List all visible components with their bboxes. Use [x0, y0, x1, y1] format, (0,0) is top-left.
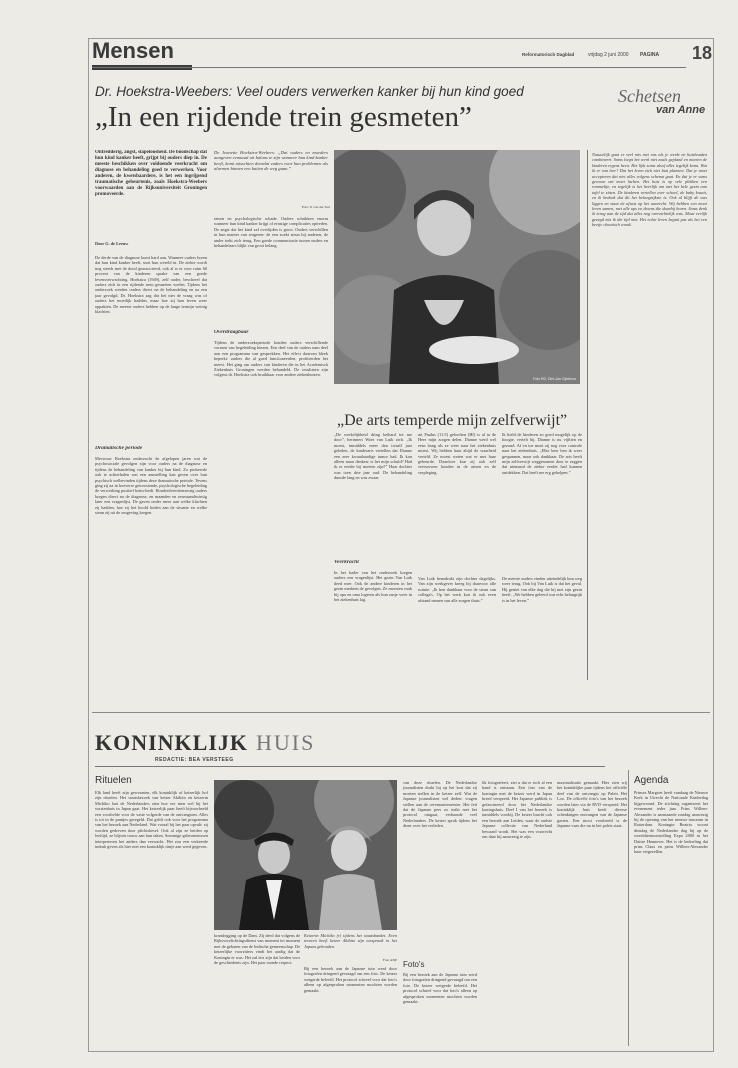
- column-title: Schetsen: [618, 86, 681, 106]
- main-body-col2: tatsen en psychologische schade. Ouders schrikken enorm wanneer hun kind kanker krijgt of ernstige complicaties optreden. De angst dat het kind zal overlijden is groot. Ouders verschillen in hun manier van reageren: de een zoekt steun bij anderen, de ander trekt zich terug. Een goede communicatie tussen ouders en behandelaars blijkt van groot belang.: [214, 216, 328, 249]
- main-photo-credit: Foto RD, Dirk-Jan Gjeltema: [533, 377, 576, 381]
- rituals-title: Rituelen: [95, 775, 132, 786]
- second-body-col3: Ik hield de kinderen zo goed mogelijk op de hoogte, vertelt hij. Dianne is nu vijftien en gezond. Af en toe moet zij nog voor controle naar het ziekenhuis. „Elke keer ben ik weer gespannen, maar ook dankbaar. De arts heeft mijn zelfverwijt weggenomen door te zeggen dat niemand de ziekte eerder had kunnen ontdekken. Dat heeft me erg geholpen.”: [502, 432, 582, 475]
- fotos-title: Foto's: [403, 960, 425, 969]
- section-separator: [92, 712, 710, 713]
- state-banquet-illustration: [214, 780, 397, 930]
- second-body-col1b: In het kader van het onderzoek kregen ouders een vragenlijst. Het gezin Van Luik deed mee. Ook de andere kinderen in het gezin merkten de gevolgen. Ze moesten vaak bij opa en oma logeren als hun zusje weer in het ziekenhuis lag.: [334, 570, 412, 603]
- column-divider: [587, 150, 588, 680]
- royal-col2b-body: Bij een bezoek aan de Japanse tuin werd door fotografen dringend gevraagd om een foto. De keizer weigerde beleefd. Het protocol schreef voor dat foto's alleen op afgesproken momenten mochten worden gemaakt.: [304, 966, 397, 993]
- second-headline: „De arts temperde mijn zelfverwijt”: [337, 412, 568, 429]
- agenda-divider: [628, 770, 629, 1046]
- main-body-col1b: Mevrouw Hoekstra onderzocht de afgelopen jaren wat de psychosociale gevolgen zijn voor ouders na de diagnose en tijdens de behandeling van kanker bij hun kind. Zo probeerde ook te achterhalen wat een aanstelling kan geven over hun psychisch welbevinden tijdens deze dramatische periode. Tevens ging zij na in hoeverre getroostende, psychologische begeleiding de verwerking positief beïnvloedt. Honderdveertienzestig ouders kregen direct na de diagnose, en maanden en zesmaandtwintig later een vragenlijst. De gaven onder meer aan welke klachten zij hadden, hoe zij het hoofd boden aan de situatie en welke steun zij uit de omgeving kregen.: [95, 456, 207, 516]
- main-kicker: Dr. Hoekstra-Weebers: Veel ouders verwerken kanker bij hun kind goed: [95, 84, 524, 99]
- main-photo: [334, 150, 580, 384]
- royal-editor: REDACTIE: BEA VERSTEEG: [155, 757, 234, 763]
- main-subhead-2: Overdraagbaar: [214, 330, 249, 335]
- main-byline: Door G. de Leeuw: [95, 241, 129, 246]
- main-headline: „In een rijdende trein gesmeten”: [95, 101, 472, 133]
- agenda-body: Prinses Margriet heeft vandaag de Nieuwe Kerk in Utrecht de Nationale Kinderdag bijgewoond. De stichting organiseert het evenement ieder jaar. Prins Willem-Alexander is aanstaande zondag aanwezig bij de opening van het nieuwe museum in Rotterdam. Koningin Beatrix woont dinsdag de Nederlandse dag bij op de wereldtentoonstelling Expo 2000 in het Duitse Hannover. Het is de bedoeling dat prins Claus en prins Willem-Alexander haar vergezellen.: [634, 790, 708, 855]
- royal-banner-light: HUIS: [256, 730, 316, 755]
- woman-portrait-illustration: [334, 150, 580, 384]
- rituals-body: Elk land heeft zijn gewoonten, elk koninklijk of keizerlijk hof zijn rituelen. Het staatsbezoek van keizer Akihito en keizerin Michiko laat de Nederlanders zien hoe ver men wel bij het vorstenhuis in Japan gaat. Het keizerlijk paar heeft bijvoorbeeld een voorliefde voor de vaste volgorde van de ontvangsten. Alles is tot in de puntjes geregeld. Dat geldt ook voor het programma van het bezoek aan Nederland. Wat vooral bij het paar opvalt: zij worden gedreven door plichtsbesef. Ook al zijn ze beiden op leeftijd, ze blijven trouw aan hun taken. Sommige gebeurtenissen interpreteren het anders dan verwacht. Het zou een verkeerde indruk geven als hier niet een koninklijk tintje aan werd gegeven.: [95, 790, 208, 850]
- section-header: [92, 38, 712, 74]
- royal-col2-body: kranslegging op de Dam. Zij deed dat volgens de Rijksvoorlichtingsdienst van moment tot moment met de gebaren van de Indische gemeenschap. De keizerlijke voorzitters vindt het aardig dat de Koningin er was. Het zal iets zijn dat beiden voor de geschiedenis zijn. Het paar toonde respect.: [214, 933, 300, 966]
- second-body-col2b: Van Luik benadrukt zijn dochter dagelijks. Van zijn werkgever kreeg hij daarvoor alle ruimte. „Ik ben dankbaar voor de steun van collega's. Op het werk kon ik ook even afstand nemen van alle zorgen thuis.”: [418, 576, 496, 603]
- royal-banner: [95, 730, 495, 760]
- issue-date: vrijdag 2 juni 2000: [588, 52, 629, 58]
- royal-photo: [214, 780, 397, 930]
- column-body: Natuurlijk gaat er veel mis met ons als je werkt en huishouden combineert. Soms loopt het werk niet zoals gepland en moeten de kinderen ergens heen. Het lijkt soms alsof alles tegelijk komt. Wat ik er van leer? Dat het leven zich niet laat plannen. Dat je moet accepteren dat niet alles volgens schema gaat. En dat je er soms gewoon om moet lachen. Het huis is op vele plekken een rommeltje, en tegelijk is het heerlijk om met het hele gezin aan tafel te zitten. De kinderen vertellen over school, de baby kraait, en ik bedenk dat dit het belangrijkste is. Ook al blijft de was liggen en staat de afwas op het aanrecht. Wij hebben een mooi leven samen, met alle ups en downs die daarbij horen. Soms denk ik terug aan de tijd dat alles nog overzichtelijk was. Maar eerlijk gezegd mis ik die tijd niet. Het echte leven begint pas als het een beetje chaotisch wordt.: [592, 152, 707, 228]
- main-subhead-1: Dramatische periode: [95, 446, 143, 451]
- page-number: 18: [692, 43, 713, 63]
- column-author: van Anne: [656, 104, 706, 116]
- quote-box: De Jeanette Hoekstra-Weebers: „Dat ouders en moeders aangeven eenmaal uit balans te zijn wanneer hun kind kanker heeft, komt misschien doordat vaders voor hun problemen als alarmen binnen een buiten de weg gaan.”: [214, 150, 328, 172]
- royal-col4-body: lik fotografeert, ziet u dat er toch al een band is ontstaan. Een foto van de koningin met de keizer werd in Japan breed verspreid. Het Japanse publiek is gefascineerd door het Nederlandse koningshuis. Deel I van het bezoek is inmiddels voorbij. De keizer bracht ook een bezoek aan Leiden, waar de oudste Japanse collectie van Nederland bewaard wordt. Het was een voorrecht om daar bij aanwezig te zijn.: [482, 780, 552, 840]
- royal-col5-body: maximalisatie gemaakt. Hier zien wij het koninklijke paar tijdens het officiële deel van de ontvangst op Paleis Het Loo. De officiële foto's van het bezoek worden later via de RVD verspreid. Het koninklijk huis heeft diverse schenkingen ontvangen van de Japanse gasten. Een mooi voorbeeld is de Japanse vaas die nu in het paleis staat.: [557, 780, 627, 829]
- section-title: Mensen: [92, 38, 174, 63]
- second-body-col3b: De meeste ouders vinden uiteindelijk hun weg weer terug. Ook bij Van Luik is dat het geval. Hij geniet van elke dag die hij met zijn gezin heeft. „We hebben geleerd wat echt belangrijk is in het leven.”: [502, 576, 582, 603]
- royal-col3-body2: Bij een bezoek aan de Japanse tuin werd door fotografen dringend gevraagd om een foto. De keizer weigerde beleefd. Het protocol schreef voor dat foto's alleen op afgesproken momenten mochten worden gemaakt.: [403, 972, 477, 1005]
- royal-col3-body: van deze rituelen. De Nederlandse journalisten drukt bij op het kort dat zij moeten stellen in de keizer zelf. Wat de Japanse journalisten wel deden: vragen stellen aan de ceremoniemeester. Het feit dat de Japanse pers zo strikt met het protocol omgaat, verbaasde veel Nederlanders. De keizer sprak tijdens het diner over het verleden.: [403, 780, 477, 829]
- royal-banner-bold: KONINKLIJK: [95, 730, 249, 755]
- agenda-title: Agenda: [634, 775, 669, 786]
- second-body-col2: uit Paulus (11:5) gelooften (Hf) is al tu de Heer mijn zorgen delen. Dianne werd wel eens bang als ze weer naar het ziekenhuis moest. Wij hebben haar altijd de waarheid verteld. Ze moest weten wat er met haar gebeurde. Daardoor kon zij ook zelf vertrouwen houden in de artsen en de verpleging.: [418, 432, 496, 475]
- main-body-col2b: Tijdens de onderzoeksperiode konden ouders verschillende vormen van begeleiding kiezen. Een deel van de ouders nam deel aan een programma van gesprekken. Het effect daarvan bleek beperkt: ouders die al goed functioneerden, profiteerden het meest. Het ging om ouders van kinderen die in het Academisch Ziekenhuis Groningen werden behandeld. De resultaten zijn volgens dr. Hoekstra ook bruikbaar voor andere ziekenhuizen.: [214, 340, 328, 378]
- header-rule: [92, 67, 686, 68]
- main-body-col1: De derde van de diagnose komt hard aan. Wanneer ouders horen dat hun kind kanker heeft, stort hun wereld in. De ziekte wordt nog steeds met de dood geassocieerd, ook al is er voor ruim 60 procent van de kinderen sprake van een goede levensverwachting. Hoekstra (1949), zelf ouder, beschreef dat ouders zich in een rijdende trein gesmeten voelen. Tijdens het onderzoek werden ouders direct na de behandeling en na een jaar gevolgd. Dr. Hoekstra zag dat het niet de vraag was of ouders het moeilijk hadden, maar hoe zij hun leven weer oppakten. De meeste ouders hebben op de lange termijn weinig klachten.: [95, 255, 207, 315]
- main-lead: Ontredderig, angst, slapeloosheid. De boodschap dat hun kind kanker heeft, grijpt bij ouders diep in. De meeste beschikken over voldoende veerkracht om diagnose en behandeling goed te verwerken. Voor anderen, de kwetsbaardere, is het een ingrijpend traumatische gebeurtenis, zoals Hoekstra-Weebers voorwaarden aan de Rijksuniversiteit Groningen promoveerde.: [95, 150, 207, 197]
- quote-credit: Foto: P. van der Stel: [301, 205, 330, 209]
- royal-photo-caption: Keizerin Michiko (r) tijdens het staatsbanket. Even tevoren heeft keizer Akihito zijn toespraak in het Japans gehouden.: [304, 933, 397, 949]
- second-body-col1: „De werkelijkheid dring keihard tot me door”, herinnert Woet van Luik zich. „Ik moest, inmiddels meer dan twaalf jaar geleden, de kinderarts vertellen dat Dianne een zeer kwaadaardige tumor had. Ik kon alleen maar denken: is het mijn schuld? Had ik er eerder bij moeten zijn?” Haar dochter was toen drie jaar oud. De behandeling duurde lang en was zwaar.: [334, 432, 412, 481]
- royal-photo-credit: Foto ANP: [382, 958, 397, 962]
- page-label: PAGINA: [640, 52, 660, 58]
- second-subhead: Veerkracht: [334, 560, 359, 565]
- royal-rule: [95, 766, 605, 767]
- paper-name: Reformatorisch Dagblad: [522, 52, 575, 57]
